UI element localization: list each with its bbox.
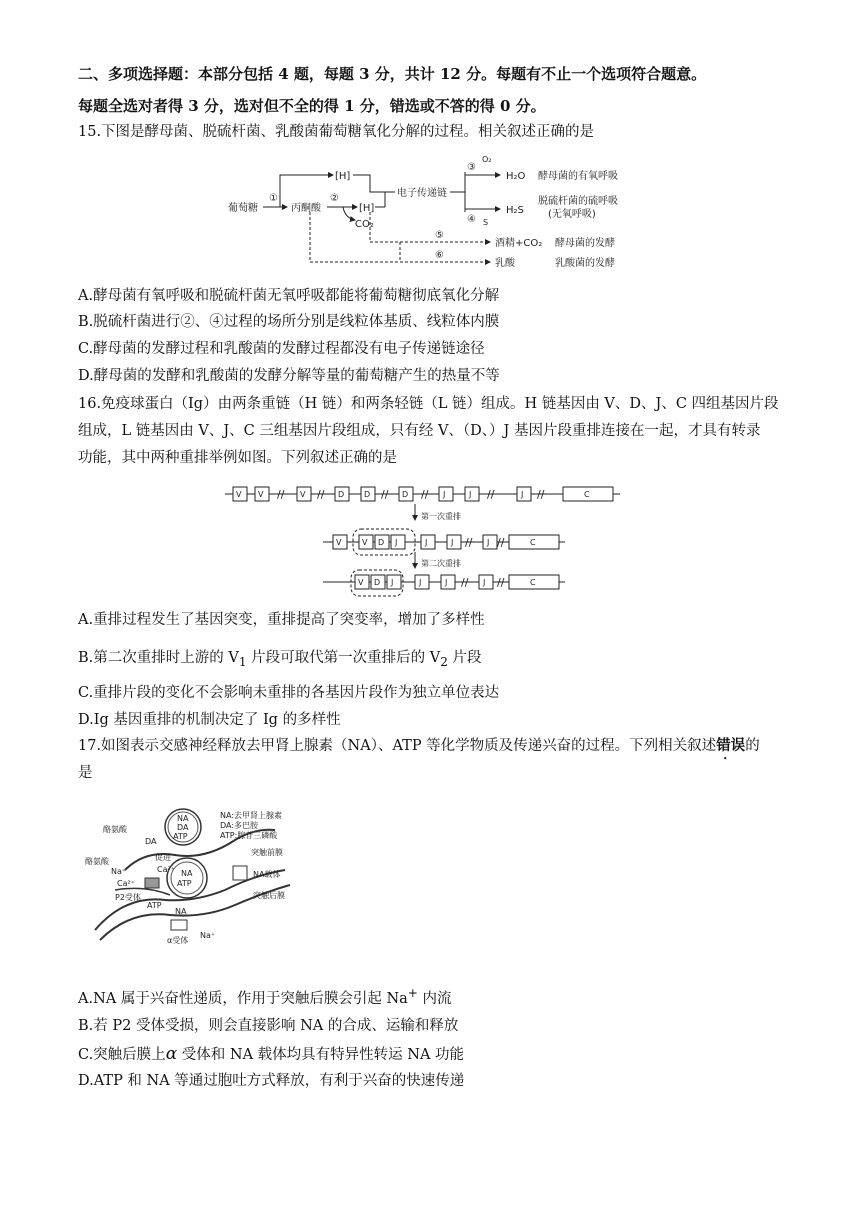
- q17-stem-1: [78, 736, 760, 756]
- svg-text:J: J: [391, 578, 394, 587]
- svg-text://: //: [277, 488, 285, 501]
- p2-receptor-label: P2受体: [115, 893, 141, 902]
- atp-release-label: ATP: [147, 901, 162, 910]
- glucose-label: 葡萄糖: [228, 203, 258, 214]
- s-label: S: [483, 218, 489, 227]
- q15-option-d: D.酵母菌的发酵和乳酸菌的发酵分解等量的葡萄糖产生的热量不等: [78, 368, 500, 384]
- q17-a-sup: +: [407, 986, 418, 1000]
- q16-b-sub1: 1: [238, 654, 247, 669]
- ca-label-1: Ca²⁺: [157, 865, 175, 874]
- na-ion-label-2: Na⁺: [200, 931, 216, 940]
- svg-text:V: V: [300, 490, 306, 499]
- lactic-label: 乳酸: [495, 258, 515, 269]
- step1-label: ①: [269, 193, 278, 204]
- step5-label: ⑤: [435, 230, 444, 241]
- q16-option-d: D.Ig 基因重排的机制决定了 Ig 的多样性: [78, 712, 341, 728]
- ca-label-2: Ca²⁺: [117, 879, 135, 888]
- lactic-ferm-label: 乳酸菌的发酵: [555, 258, 615, 269]
- step4-label: ④: [467, 214, 476, 225]
- vesicle1-atp: ATP: [173, 832, 188, 841]
- c-segment-label-1: C: [584, 490, 590, 499]
- q16-stem-1: 16.免疫球蛋白（Ig）由两条重链（H 链）和两条轻链（L 链）组成。H 链基因由 V、D、J、C 四组基因片段: [78, 396, 779, 412]
- svg-text://: //: [497, 536, 505, 549]
- sulfur-resp-sub: (无氧呼吸): [548, 209, 596, 220]
- step6-label: ⑥: [435, 250, 444, 261]
- presynaptic-label: 突触前膜: [251, 848, 283, 857]
- svg-text://: //: [465, 536, 473, 549]
- pyruvate-label: 丙酮酸: [291, 203, 321, 214]
- svg-text://: //: [497, 576, 505, 589]
- etc-label: 电子传递链: [397, 188, 447, 199]
- svg-text:D: D: [364, 490, 371, 499]
- q15-figure: [225, 150, 635, 275]
- q17-option-c: [78, 1044, 464, 1065]
- q16-b-sub2: 2: [440, 654, 448, 669]
- svg-text:J: J: [425, 538, 428, 547]
- svg-text:D: D: [378, 538, 385, 547]
- h2o-label: H₂O: [506, 171, 526, 182]
- h-label-2: [H]: [359, 203, 375, 214]
- svg-text:V: V: [236, 490, 242, 499]
- svg-text://: //: [487, 488, 495, 501]
- q17-option-b: B.若 P2 受体受损，则会直接影响 NA 的合成、运输和释放: [78, 1018, 459, 1034]
- legend-na: NA:去甲肾上腺素: [220, 811, 283, 820]
- co2-label: CO₂: [355, 219, 374, 230]
- svg-text:J: J: [395, 538, 398, 547]
- da-label: DA: [145, 837, 157, 846]
- svg-text:V: V: [358, 578, 364, 587]
- section-header-line2: 每题全选对者得 3 分，选对但不全的得 1 分，错选或不答的得 0 分。: [78, 97, 546, 115]
- na-release-label: NA: [175, 907, 187, 916]
- h2s-label: H₂S: [506, 205, 524, 216]
- q16-option-a: A.重排过程发生了基因突变，重排提高了突变率，增加了多样性: [78, 612, 485, 628]
- promote-label: 促进: [155, 853, 171, 862]
- q16-stem-3: 功能，其中两种重排举例如图。下列叙述正确的是: [78, 450, 397, 466]
- first-rearrange-label: 第一次重排: [421, 512, 461, 521]
- svg-text:D: D: [402, 490, 409, 499]
- svg-text:J: J: [443, 490, 446, 499]
- c-segment-label-2: C: [530, 538, 536, 547]
- q16-figure: [225, 482, 625, 598]
- step3-label: ③: [467, 162, 476, 173]
- q16-b-pre: B.第二次重排时上游的 V: [78, 650, 239, 666]
- second-rearrange-label: 第二次重排: [421, 559, 461, 568]
- ethanol-label: 酒精+CO₂: [495, 238, 543, 249]
- q17-stem-emphasis: 错误 ・: [716, 737, 745, 754]
- yeast-ferm-label: 酵母菌的发酵: [555, 238, 615, 249]
- c-segment-label-3: C: [530, 578, 536, 587]
- svg-text:V: V: [258, 490, 264, 499]
- q17-c-pre: C.突触后膜上: [78, 1047, 166, 1063]
- svg-text://: //: [461, 576, 469, 589]
- svg-text:J: J: [451, 538, 454, 547]
- o2-label: O₂: [482, 155, 492, 164]
- yeast-aerobic-label: 酵母菌的有氧呼吸: [538, 171, 618, 182]
- q16-option-b: [78, 648, 482, 672]
- q16-option-c: C.重排片段的变化不会影响未重排的各基因片段作为独立单位表达: [78, 685, 500, 701]
- svg-text:J: J: [469, 490, 472, 499]
- q17-option-a: [78, 983, 452, 1009]
- legend-atp: ATP:腺苷三磷酸: [220, 831, 278, 840]
- section-header-line1: 二、多项选择题：本部分包括 4 题，每题 3 分，共计 12 分。每题有不止一个选项符合题意。: [78, 65, 707, 83]
- step2-label: ②: [330, 193, 339, 204]
- svg-text://: //: [317, 488, 325, 501]
- svg-text:J: J: [521, 490, 524, 499]
- q15-option-a: A.酵母菌有氧呼吸和脱硫杆菌无氧呼吸都能将葡萄糖彻底氧化分解: [78, 288, 500, 304]
- q17-stem-2: 是: [78, 765, 93, 781]
- q17-option-d: D.ATP 和 NA 等通过胞吐方式释放，有利于兴奋的快速传递: [78, 1073, 465, 1089]
- q17-stem-pre: 17.如图表示交感神经释放去甲肾上腺素（NA）、ATP 等化学物质及传递兴奋的过程。下列相关叙述: [78, 738, 717, 754]
- q16-stem-2: 组成，L 链基因由 V、J、C 三组基因片段组成，只有经 V、（D、）J 基因片段重排连接在一起，才具有转录: [78, 423, 761, 439]
- svg-text:V: V: [336, 538, 342, 547]
- q17-c-post: 受体和 NA 载体均具有特异性转运 NA 功能: [177, 1047, 465, 1063]
- svg-text://: //: [421, 488, 429, 501]
- svg-text:D: D: [374, 578, 381, 587]
- na-ion-label-1: Na⁺: [111, 867, 127, 876]
- svg-text://: //: [537, 488, 545, 501]
- q15-stem: 15.下图是酵母菌、脱硫杆菌、乳酸菌葡萄糖氧化分解的过程。相关叙述正确的是: [78, 124, 595, 140]
- q16-b-mid: 片段可取代第一次重排后的 V: [246, 650, 441, 666]
- postsynaptic-label: 突触后膜: [253, 891, 285, 900]
- q17-a-post: 内流: [417, 990, 452, 1007]
- svg-text:J: J: [483, 578, 486, 587]
- vesicle2-na: NA: [181, 869, 193, 878]
- svg-text://: //: [381, 488, 389, 501]
- na-carrier-label: NA载体: [253, 870, 281, 879]
- svg-text:J: J: [419, 578, 422, 587]
- tyrosine-label-1: 酪氨酸: [103, 825, 127, 834]
- q16-b-post: 片段: [447, 650, 482, 666]
- q17-a-pre: A.NA 属于兴奋性递质，作用于突触后膜会引起 Na: [78, 990, 408, 1007]
- vesicle2-atp: ATP: [177, 879, 192, 888]
- svg-text:J: J: [445, 578, 448, 587]
- svg-text:J: J: [487, 538, 490, 547]
- legend-da: DA:多巴胺: [220, 821, 259, 830]
- sulfur-resp-label: 脱硫杆菌的硫呼吸: [538, 196, 618, 207]
- svg-text:D: D: [338, 490, 345, 499]
- vesicle1-na: NA: [177, 814, 189, 823]
- q15-option-b: B.脱硫杆菌进行②、④过程的场所分别是线粒体基质、线粒体内膜: [78, 314, 500, 330]
- tyrosine-label-2: 酪氨酸: [85, 857, 109, 866]
- alpha-receptor-label: α受体: [167, 936, 189, 945]
- q15-option-c: C.酵母菌的发酵过程和乳酸菌的发酵过程都没有电子传递链途径: [78, 341, 485, 357]
- q17-figure: [85, 800, 305, 950]
- q17-c-alpha: α: [165, 1044, 178, 1064]
- vesicle1-da: DA: [177, 823, 189, 832]
- q17-stem-post: 的: [745, 738, 760, 754]
- h-label-1: [H]: [335, 171, 351, 182]
- svg-text:V: V: [362, 538, 368, 547]
